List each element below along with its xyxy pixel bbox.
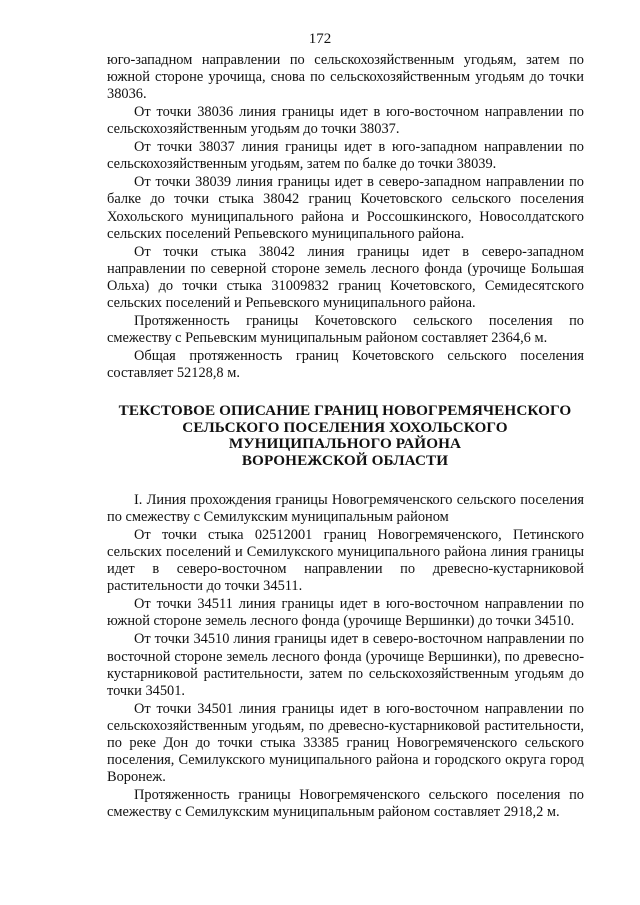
heading-line: ВОРОНЕЖСКОЙ ОБЛАСТИ	[241, 451, 449, 469]
section-novogremyachenskoe-text	[107, 492, 584, 822]
paragraph: От точки 38036 линия границы идет в юго-восточном направлении по сельскохозяйственным угодьям до точки 38037.	[107, 104, 584, 138]
paragraph: Протяженность границы Новогремяченского сельского поселения по смежеству с Семилукским муниципальным районом составляет 2918,2 м.	[107, 787, 584, 821]
page-number: 172	[308, 31, 332, 47]
paragraph: От точки 38039 линия границы идет в северо-западном направлении по балке до точки стыка 38042 границ Кочетовского сельского поселения Хохольского муниципального района и Россошкинского, Новосолдатского сельских поселений Репьевского муниципального района.	[107, 174, 584, 242]
paragraph: Протяженность границы Кочетовского сельского поселения по смежеству с Репьевским муниципальным районом составляет 2364,6 м.	[107, 312, 584, 346]
paragraph: От точки 38037 линия границы идет в юго-западном направлении по сельскохозяйственным угодьям, затем по балке до точки 38039.	[107, 139, 584, 173]
paragraph: От точки стыка 38042 линия границы идет в северо-западном направлении по северной стороне земель лесного фонда (урочище Большая Ольха) до точки стыка 31009832 границ Кочетовского, Семидесятского сельских поселений и Репьевского муниципального района.	[107, 243, 584, 311]
paragraph: Общая протяженность границ Кочетовского сельского поселения составляет 52128,8 м.	[107, 347, 584, 382]
heading-line: ТЕКСТОВОЕ ОПИСАНИЕ ГРАНИЦ НОВОГРЕМЯЧЕНСКОГО	[118, 402, 572, 419]
heading-line: СЕЛЬСКОГО ПОСЕЛЕНИЯ ХОХОЛЬСКОГО	[182, 418, 508, 436]
paragraph: От точки стыка 02512001 границ Новогремяченского, Петинского сельских поселений и Семилукского муниципального района линия границы идет в северо-восточном направлении по древесно-кустарниковой растительности до точки 34511.	[107, 527, 584, 595]
paragraph: От точки 34511 линия границы идет в юго-восточном направлении по южной стороне земель лесного фонда (урочище Вершинки) до точки 34510.	[107, 596, 584, 630]
paragraph: юго-западном направлении по сельскохозяйственным угодьям, затем по южной стороне урочища, снова по сельскохозяйственным угодьям до точки 38036.	[107, 52, 584, 103]
section-heading	[100, 403, 590, 469]
paragraph: От точки 34501 линия границы идет в юго-восточном направлении по сельскохозяйственным угодьям, по древесно-кустарниковой растительности, по реке Дон до точки стыка 33385 границ Новогремяченского сельского поселения, Семилукского муниципального района и городского округа город Воронеж.	[107, 700, 584, 786]
subheading: I. Линия прохождения границы Новогремяченского сельского поселения по смежеству с Семилукским муниципальным районом	[107, 492, 584, 526]
section-kochetovskoe-text	[107, 52, 584, 383]
paragraph: От точки 34510 линия границы идет в северо-восточном направлении по восточной стороне земель лесного фонда (урочище Вершинки), по древесно-кустарниковой растительности, затем по сельскохозяйственным угодьям до точки 34501.	[107, 631, 584, 699]
heading-line: МУНИЦИПАЛЬНОГО РАЙОНА	[228, 435, 462, 452]
